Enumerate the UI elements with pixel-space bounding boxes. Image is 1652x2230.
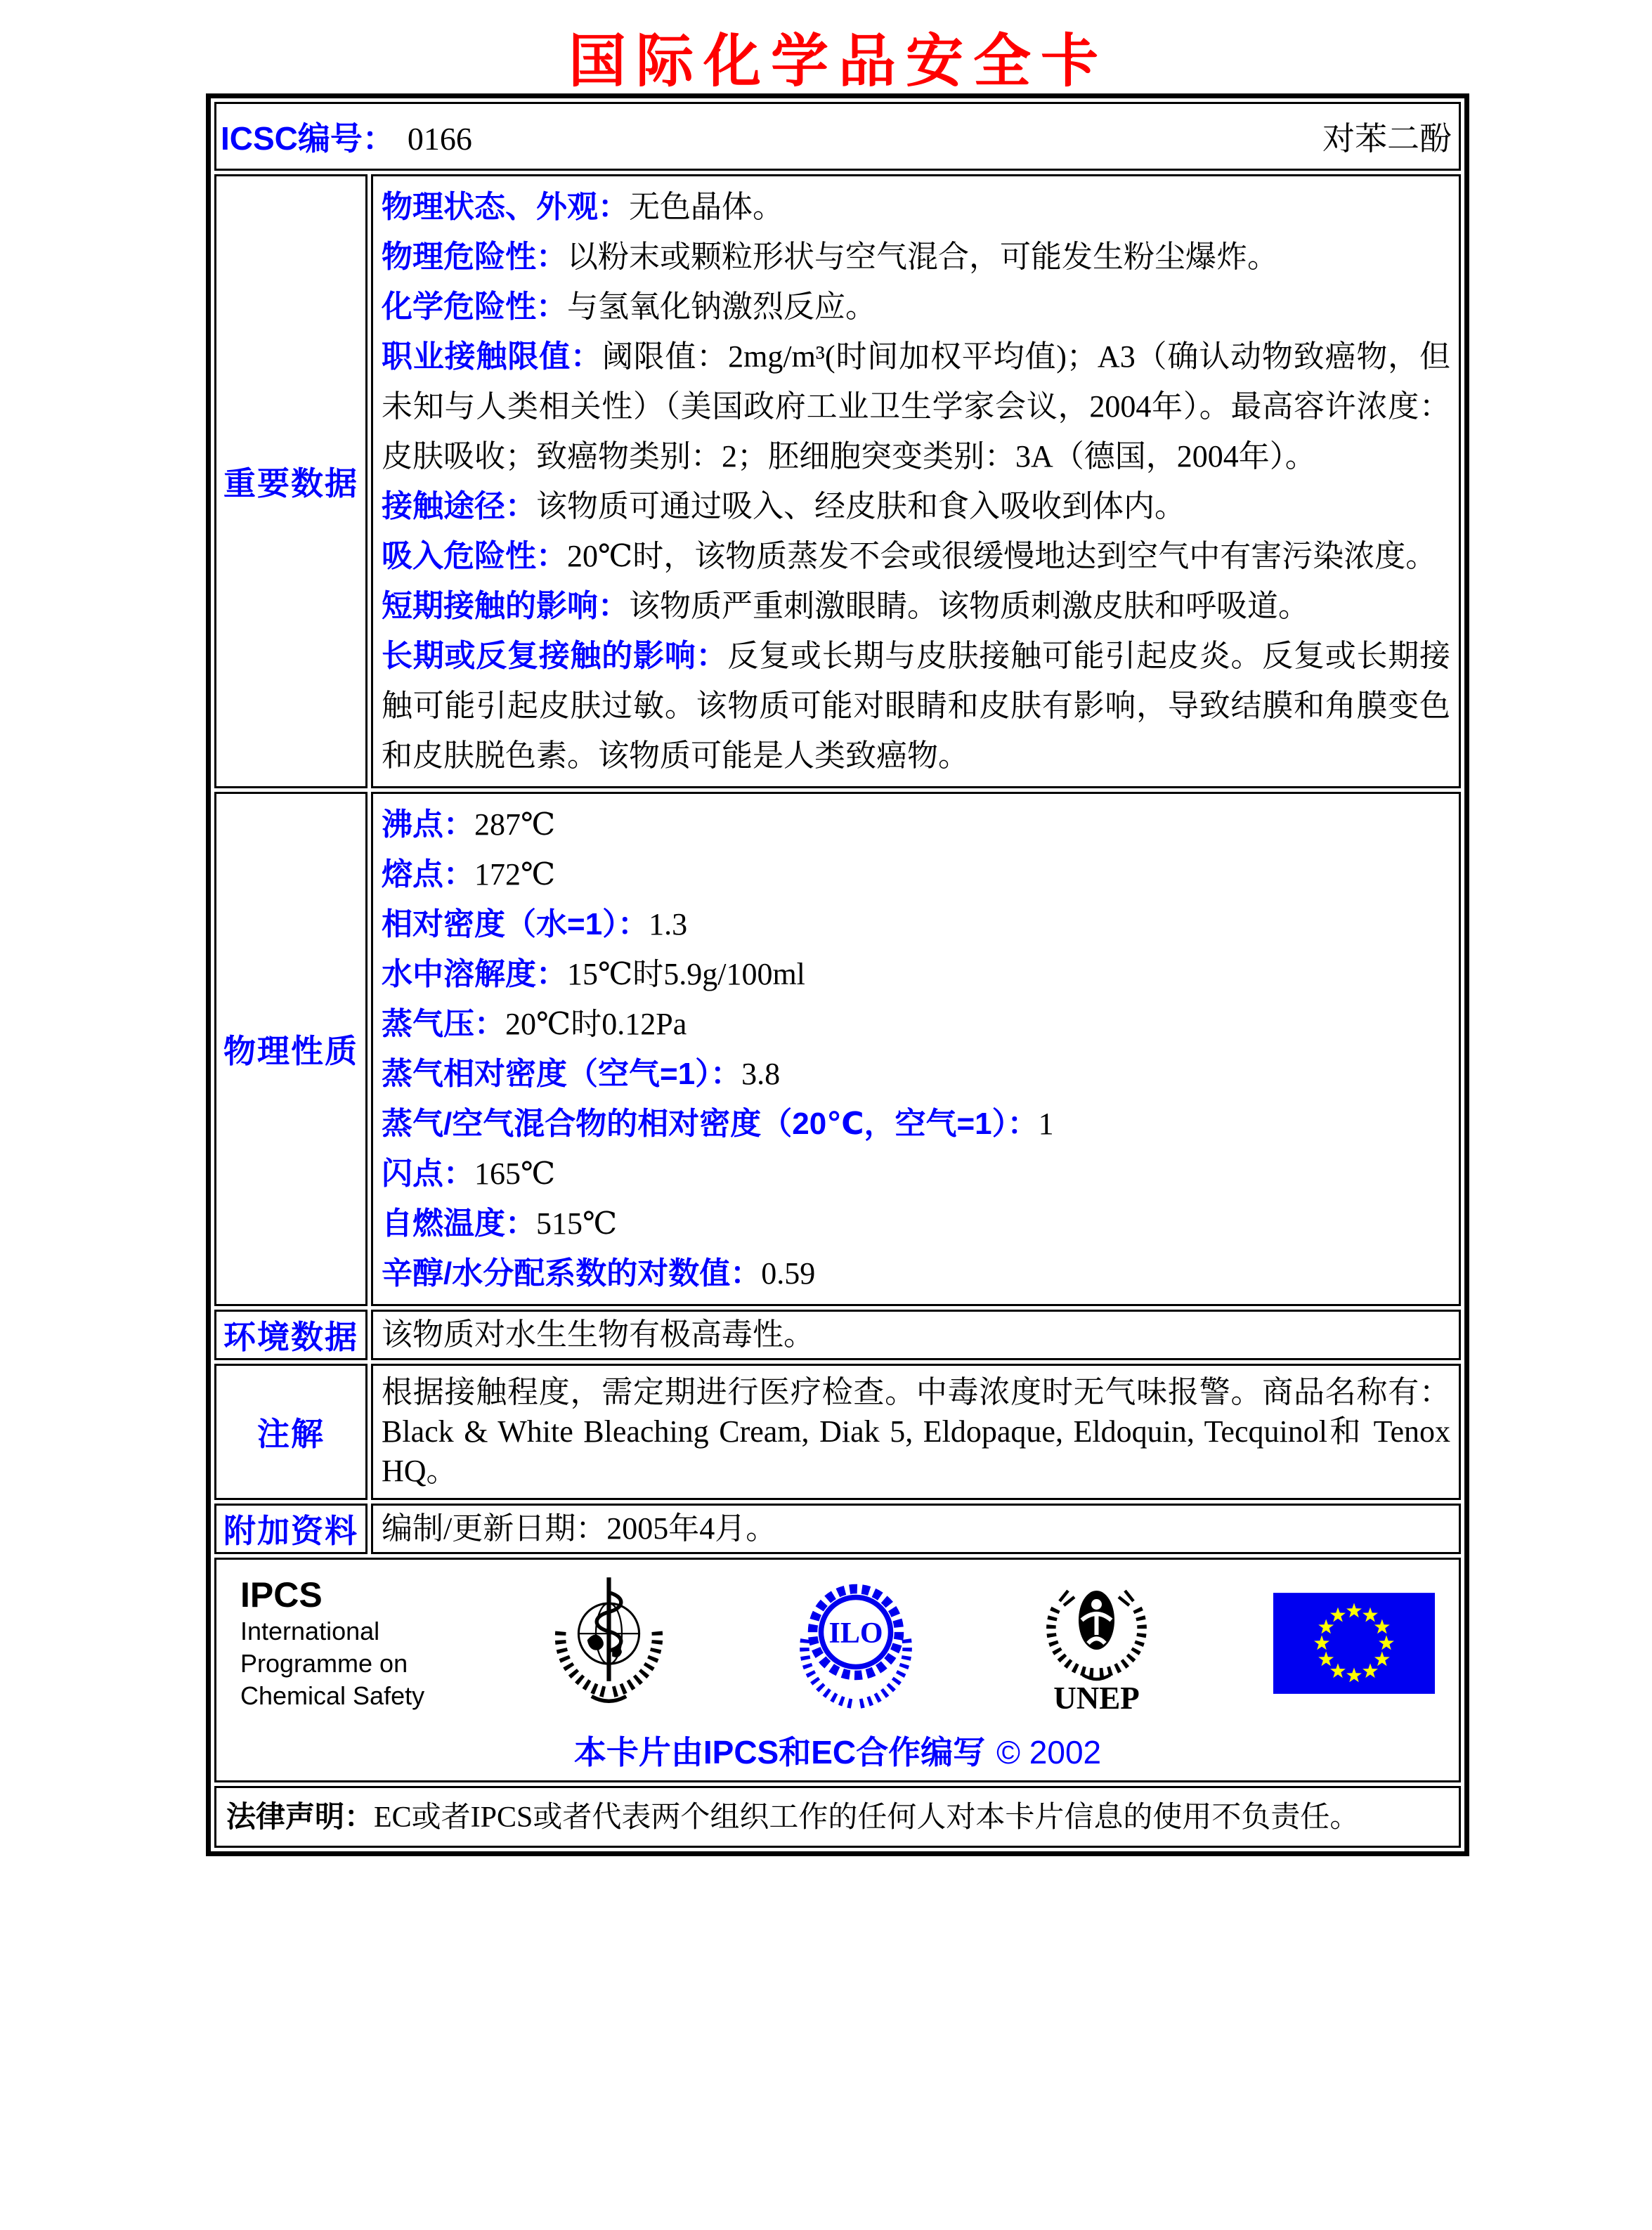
field-value: 287℃ — [474, 807, 556, 842]
copyright: © 2002 — [996, 1734, 1102, 1771]
field-melting-point — [382, 849, 1450, 899]
field-label: 蒸气相对密度（空气=1）： — [382, 1057, 742, 1091]
field-label: 沸点： — [382, 807, 474, 842]
field-value: 1 — [1038, 1107, 1054, 1141]
safety-card-table — [206, 93, 1469, 1856]
section-row-environment — [214, 1310, 1461, 1360]
field-label: 蒸气压： — [382, 1007, 505, 1041]
who-logo-icon — [544, 1573, 674, 1714]
field-value: 无色晶体。 — [629, 190, 783, 224]
row-label-additional: 附加资料 — [214, 1504, 368, 1554]
field-physical-state — [382, 182, 1450, 232]
row-label-important: 重要数据 — [214, 174, 368, 788]
field-value: 515℃ — [536, 1206, 618, 1241]
ipcs-line2: Programme on — [240, 1649, 408, 1678]
field-flash-point — [382, 1149, 1450, 1199]
field-value: 3.8 — [741, 1057, 781, 1091]
ipcs-acronym: IPCS — [240, 1575, 323, 1615]
field-label: 吸入危险性： — [382, 539, 567, 573]
field-short-term-effects — [382, 581, 1450, 631]
field-value: 0.59 — [761, 1256, 816, 1291]
ipcs-block — [240, 1574, 424, 1712]
field-value: 172℃ — [474, 857, 556, 892]
field-value: 阈限值：2mg/m³(时间加权平均值)；A3（确认动物致癌物，但未知与人类相关性）（美国政府工业卫生学家会议，2004年）。最高容许浓度：皮肤吸收；致癌物类别：2；胚细胞突变类别：3A（德国，2004年）。 — [382, 339, 1450, 474]
field-vapor-air-mixture-density — [382, 1099, 1450, 1149]
svg-text:UNEP: UNEP — [1053, 1681, 1140, 1716]
section-row-physical — [214, 792, 1461, 1306]
field-label: 闪点： — [382, 1156, 474, 1191]
additional-text: 编制/更新日期：2005年4月。 — [382, 1511, 777, 1546]
field-value: 该物质严重刺激眼睛。该物质刺激皮肤和呼吸道。 — [629, 589, 1309, 623]
field-value: 与氢氧化钠激烈反应。 — [567, 289, 876, 324]
field-value: 20℃时0.12Pa — [505, 1007, 687, 1041]
field-value: 该物质可通过吸入、经皮肤和食入吸收到体内。 — [536, 489, 1185, 523]
row-label-environment: 环境数据 — [214, 1310, 368, 1360]
page-title: 国际化学品安全卡 — [568, 30, 1108, 93]
environment-text: 该物质对水生生物有极高毒性。 — [382, 1317, 814, 1352]
field-label: 接触途径： — [382, 489, 536, 523]
field-label: 化学危险性： — [382, 289, 567, 324]
field-occupational-limit — [382, 332, 1450, 481]
field-inhalation-risk — [382, 531, 1450, 581]
ilo-logo-icon — [793, 1575, 919, 1712]
field-autoignition-temp — [382, 1199, 1450, 1248]
svg-text:ILO: ILO — [828, 1617, 883, 1650]
notes-text: 根据接触程度，需定期进行医疗检查。中毒浓度时无气味报警。商品名称有：Black & White Bleaching Cream, Diak 5, Eldopaque, Eldoquin, Tecquinol和 Tenox HQ。 — [382, 1375, 1450, 1488]
field-label: 物理危险性： — [382, 240, 567, 274]
field-value: 1.3 — [649, 907, 688, 941]
field-value: 以粉末或颗粒形状与空气混合，可能发生粉尘爆炸。 — [567, 240, 1278, 274]
icsc-number-value: 0166 — [407, 121, 472, 157]
field-value: 165℃ — [474, 1156, 556, 1191]
environment-content — [371, 1310, 1461, 1360]
chemical-name: 对苯二酚 — [1322, 121, 1452, 157]
important-content — [371, 174, 1461, 788]
field-label: 长期或反复接触的影响： — [382, 639, 728, 673]
field-value: 反复或长期与皮肤接触可能引起皮炎。反复或长期接触可能引起皮肤过敏。该物质可能对眼睛和皮肤有影响，导致结膜和角膜变色和皮肤脱色素。该物质可能是人类致癌物。 — [382, 639, 1451, 773]
logos-row — [214, 1558, 1461, 1782]
ipcs-line3: Chemical Safety — [240, 1681, 425, 1710]
additional-content — [371, 1504, 1461, 1554]
field-label: 相对密度（水=1）： — [382, 907, 649, 941]
field-chemical-danger — [382, 282, 1450, 332]
eu-flag-icon — [1273, 1593, 1435, 1694]
physical-content — [371, 792, 1461, 1306]
field-label: 自燃温度： — [382, 1206, 536, 1241]
row-label-physical: 物理性质 — [214, 792, 368, 1306]
section-row-notes — [214, 1364, 1461, 1500]
field-label: 短期接触的影响： — [382, 589, 629, 623]
field-label: 水中溶解度： — [382, 957, 567, 991]
field-boiling-point — [382, 800, 1450, 849]
field-long-term-effects — [382, 631, 1450, 781]
ipcs-line1: International — [240, 1617, 380, 1645]
field-relative-density — [382, 899, 1450, 949]
legal-label: 法律声明： — [226, 1799, 375, 1833]
caption-text: 本卡片由IPCS和EC合作编写 — [573, 1734, 986, 1771]
icsc-number-label: ICSC编号： — [221, 120, 395, 157]
field-water-solubility — [382, 949, 1450, 999]
unep-logo-icon — [1039, 1570, 1155, 1717]
field-physical-danger — [382, 232, 1450, 282]
legal-text: EC或者IPCS或者代表两个组织工作的任何人对本卡片信息的使用不负责任。 — [374, 1801, 1360, 1834]
notes-content — [371, 1364, 1461, 1500]
field-label: 熔点： — [382, 857, 474, 892]
field-label: 辛醇/水分配系数的对数值： — [382, 1256, 762, 1291]
field-label: 职业接触限值： — [382, 339, 602, 374]
field-octanol-water — [382, 1248, 1450, 1298]
icsc-header-row — [214, 102, 1461, 171]
row-label-notes: 注解 — [214, 1364, 368, 1500]
field-vapor-pressure — [382, 999, 1450, 1049]
field-exposure-routes — [382, 481, 1450, 531]
field-label: 蒸气/空气混合物的相对密度（20℃，空气=1）： — [382, 1107, 1039, 1141]
legal-row — [214, 1786, 1461, 1848]
section-row-important — [214, 174, 1461, 788]
field-vapor-density — [382, 1049, 1450, 1099]
field-value: 15℃时5.9g/100ml — [567, 957, 805, 991]
field-label: 物理状态、外观： — [382, 190, 629, 224]
field-value: 20℃时，该物质蒸发不会或很缓慢地达到空气中有害污染浓度。 — [567, 539, 1437, 573]
card-caption — [223, 1727, 1452, 1773]
section-row-additional — [214, 1504, 1461, 1554]
icsc-number — [221, 113, 472, 159]
